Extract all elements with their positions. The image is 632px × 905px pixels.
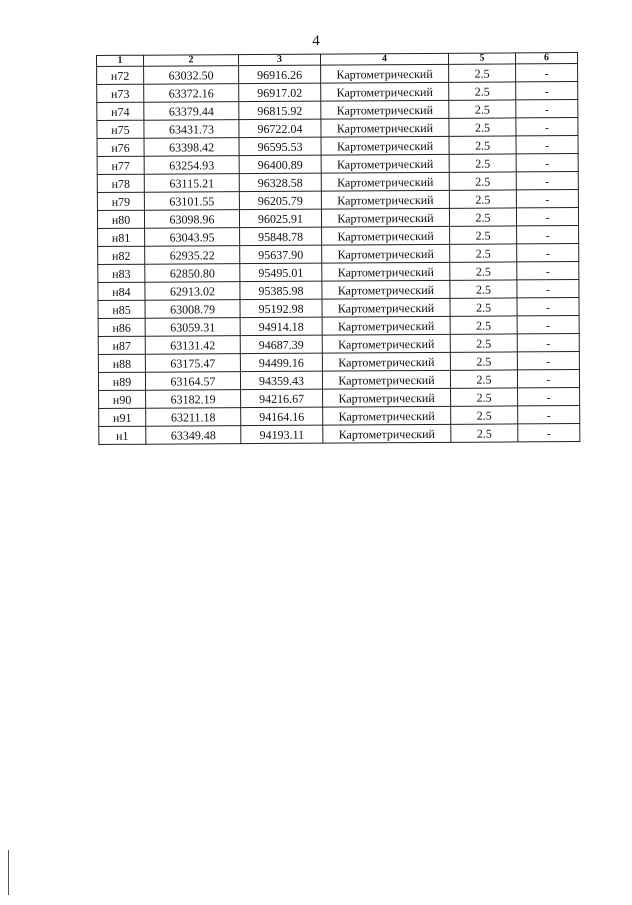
method-cell: Картометрический	[321, 100, 449, 119]
note-cell: -	[518, 406, 580, 424]
note-cell: -	[516, 82, 578, 100]
x-coordinate-cell: 63398.42	[144, 138, 239, 157]
column-header: 5	[448, 53, 515, 64]
method-cell: Картометрический	[321, 118, 449, 137]
x-coordinate-cell: 62850.80	[145, 264, 240, 283]
method-cell: Картометрический	[322, 370, 450, 389]
y-coordinate-cell: 94216.67	[241, 389, 323, 408]
point-name-cell: н76	[97, 138, 144, 156]
y-coordinate-cell: 95848.78	[240, 227, 322, 246]
y-coordinate-cell: 96205.79	[239, 191, 321, 210]
table-body	[97, 64, 580, 445]
point-name-cell: н90	[99, 390, 146, 408]
accuracy-cell: 2.5	[450, 244, 517, 262]
accuracy-cell: 2.5	[450, 262, 517, 280]
note-cell: -	[516, 208, 578, 226]
point-name-cell: н89	[98, 372, 145, 390]
point-name-cell: н81	[98, 228, 145, 246]
x-coordinate-cell: 63431.73	[144, 120, 239, 139]
note-cell: -	[517, 226, 579, 244]
point-name-cell: н88	[98, 354, 145, 372]
note-cell: -	[517, 244, 579, 262]
accuracy-cell: 2.5	[450, 226, 517, 244]
point-name-cell: н73	[97, 84, 144, 102]
method-cell: Картометрический	[322, 334, 450, 353]
y-coordinate-cell: 95637.90	[240, 245, 322, 264]
x-coordinate-cell: 63115.21	[144, 174, 239, 193]
point-name-cell: н82	[98, 246, 145, 264]
note-cell: -	[516, 172, 578, 190]
note-cell: -	[517, 370, 579, 388]
column-header: 4	[320, 53, 448, 65]
point-name-cell: н86	[98, 318, 145, 336]
note-cell: -	[516, 100, 578, 118]
x-coordinate-cell: 63032.50	[144, 66, 239, 85]
note-cell: -	[516, 136, 578, 154]
accuracy-cell: 2.5	[449, 118, 516, 136]
note-cell: -	[517, 280, 579, 298]
method-cell: Картометрический	[321, 208, 449, 227]
accuracy-cell: 2.5	[449, 100, 516, 118]
accuracy-cell: 2.5	[450, 352, 517, 370]
method-cell: Картометрический	[323, 424, 451, 443]
y-coordinate-cell: 96400.89	[239, 155, 321, 174]
method-cell: Картометрический	[321, 172, 449, 191]
y-coordinate-cell: 96328.58	[239, 173, 321, 192]
note-cell: -	[516, 154, 578, 172]
table-row	[99, 424, 580, 445]
y-coordinate-cell: 94914.18	[240, 317, 322, 336]
column-header: 1	[97, 55, 144, 66]
note-cell: -	[517, 262, 579, 280]
point-name-cell: н84	[98, 282, 145, 300]
point-name-cell: н79	[97, 192, 144, 210]
point-name-cell: н1	[99, 426, 146, 444]
y-coordinate-cell: 96917.02	[239, 83, 321, 102]
y-coordinate-cell: 95192.98	[240, 299, 322, 318]
x-coordinate-cell: 63379.44	[144, 102, 239, 121]
x-coordinate-cell: 63175.47	[145, 354, 240, 373]
y-coordinate-cell: 95495.01	[240, 263, 322, 282]
method-cell: Картометрический	[321, 136, 449, 155]
y-coordinate-cell: 95385.98	[240, 281, 322, 300]
point-name-cell: н87	[98, 336, 145, 354]
y-coordinate-cell: 94499.16	[240, 353, 322, 372]
x-coordinate-cell: 63211.18	[146, 408, 241, 427]
note-cell: -	[516, 118, 578, 136]
method-cell: Картометрический	[321, 82, 449, 101]
x-coordinate-cell: 62913.02	[145, 282, 240, 301]
x-coordinate-cell: 63349.48	[146, 426, 241, 445]
y-coordinate-cell: 96916.26	[239, 65, 321, 84]
note-cell: -	[517, 352, 579, 370]
point-name-cell: н91	[99, 408, 146, 426]
accuracy-cell: 2.5	[450, 370, 517, 388]
point-name-cell: н83	[98, 264, 145, 282]
accuracy-cell: 2.5	[449, 82, 516, 100]
method-cell: Картометрический	[323, 388, 451, 407]
point-name-cell: н80	[97, 210, 144, 228]
y-coordinate-cell: 96815.92	[239, 101, 321, 120]
accuracy-cell: 2.5	[450, 316, 517, 334]
accuracy-cell: 2.5	[450, 334, 517, 352]
x-coordinate-cell: 63254.93	[144, 156, 239, 175]
column-header: 2	[144, 55, 239, 67]
column-header: 6	[515, 53, 577, 64]
accuracy-cell: 2.5	[451, 406, 518, 424]
method-cell: Картометрический	[322, 298, 450, 317]
method-cell: Картометрический	[323, 406, 451, 425]
y-coordinate-cell: 94359.43	[240, 371, 322, 390]
method-cell: Картометрический	[322, 244, 450, 263]
method-cell: Картометрический	[321, 190, 449, 209]
scan-edge-mark	[8, 850, 9, 895]
method-cell: Картометрический	[322, 280, 450, 299]
y-coordinate-cell: 96722.04	[239, 119, 321, 138]
note-cell: -	[517, 334, 579, 352]
y-coordinate-cell: 94687.39	[240, 335, 322, 354]
accuracy-cell: 2.5	[449, 136, 516, 154]
y-coordinate-cell: 96595.53	[239, 137, 321, 156]
x-coordinate-cell: 62935.22	[145, 246, 240, 265]
point-name-cell: н75	[97, 120, 144, 138]
method-cell: Картометрический	[322, 226, 450, 245]
page-number: 4	[312, 33, 320, 49]
x-coordinate-cell: 63059.31	[145, 318, 240, 337]
x-coordinate-cell: 63101.55	[144, 192, 239, 211]
method-cell: Картометрический	[321, 64, 449, 83]
x-coordinate-cell: 63098.96	[144, 210, 239, 229]
point-name-cell: н72	[97, 66, 144, 84]
x-coordinate-cell: 63131.42	[145, 336, 240, 355]
point-name-cell: н74	[97, 102, 144, 120]
coordinates-table	[96, 52, 580, 445]
note-cell: -	[516, 64, 578, 82]
point-name-cell: н78	[97, 174, 144, 192]
point-name-cell: н85	[98, 300, 145, 318]
method-cell: Картометрический	[322, 262, 450, 281]
x-coordinate-cell: 63182.19	[146, 390, 241, 409]
x-coordinate-cell: 63372.16	[144, 84, 239, 103]
note-cell: -	[517, 316, 579, 334]
accuracy-cell: 2.5	[449, 190, 516, 208]
y-coordinate-cell: 94164.16	[241, 407, 323, 426]
accuracy-cell: 2.5	[449, 208, 516, 226]
column-header: 3	[239, 54, 321, 66]
accuracy-cell: 2.5	[449, 154, 516, 172]
accuracy-cell: 2.5	[449, 64, 516, 82]
note-cell: -	[518, 424, 580, 442]
x-coordinate-cell: 63164.57	[145, 372, 240, 391]
x-coordinate-cell: 63008.79	[145, 300, 240, 319]
y-coordinate-cell: 96025.91	[239, 209, 321, 228]
point-name-cell: н77	[97, 156, 144, 174]
y-coordinate-cell: 94193.11	[241, 425, 323, 444]
accuracy-cell: 2.5	[451, 424, 518, 442]
method-cell: Картометрический	[322, 316, 450, 335]
note-cell: -	[518, 388, 580, 406]
method-cell: Картометрический	[321, 154, 449, 173]
accuracy-cell: 2.5	[451, 388, 518, 406]
method-cell: Картометрический	[322, 352, 450, 371]
note-cell: -	[516, 190, 578, 208]
x-coordinate-cell: 63043.95	[145, 228, 240, 247]
note-cell: -	[517, 298, 579, 316]
accuracy-cell: 2.5	[450, 298, 517, 316]
accuracy-cell: 2.5	[449, 172, 516, 190]
accuracy-cell: 2.5	[450, 280, 517, 298]
